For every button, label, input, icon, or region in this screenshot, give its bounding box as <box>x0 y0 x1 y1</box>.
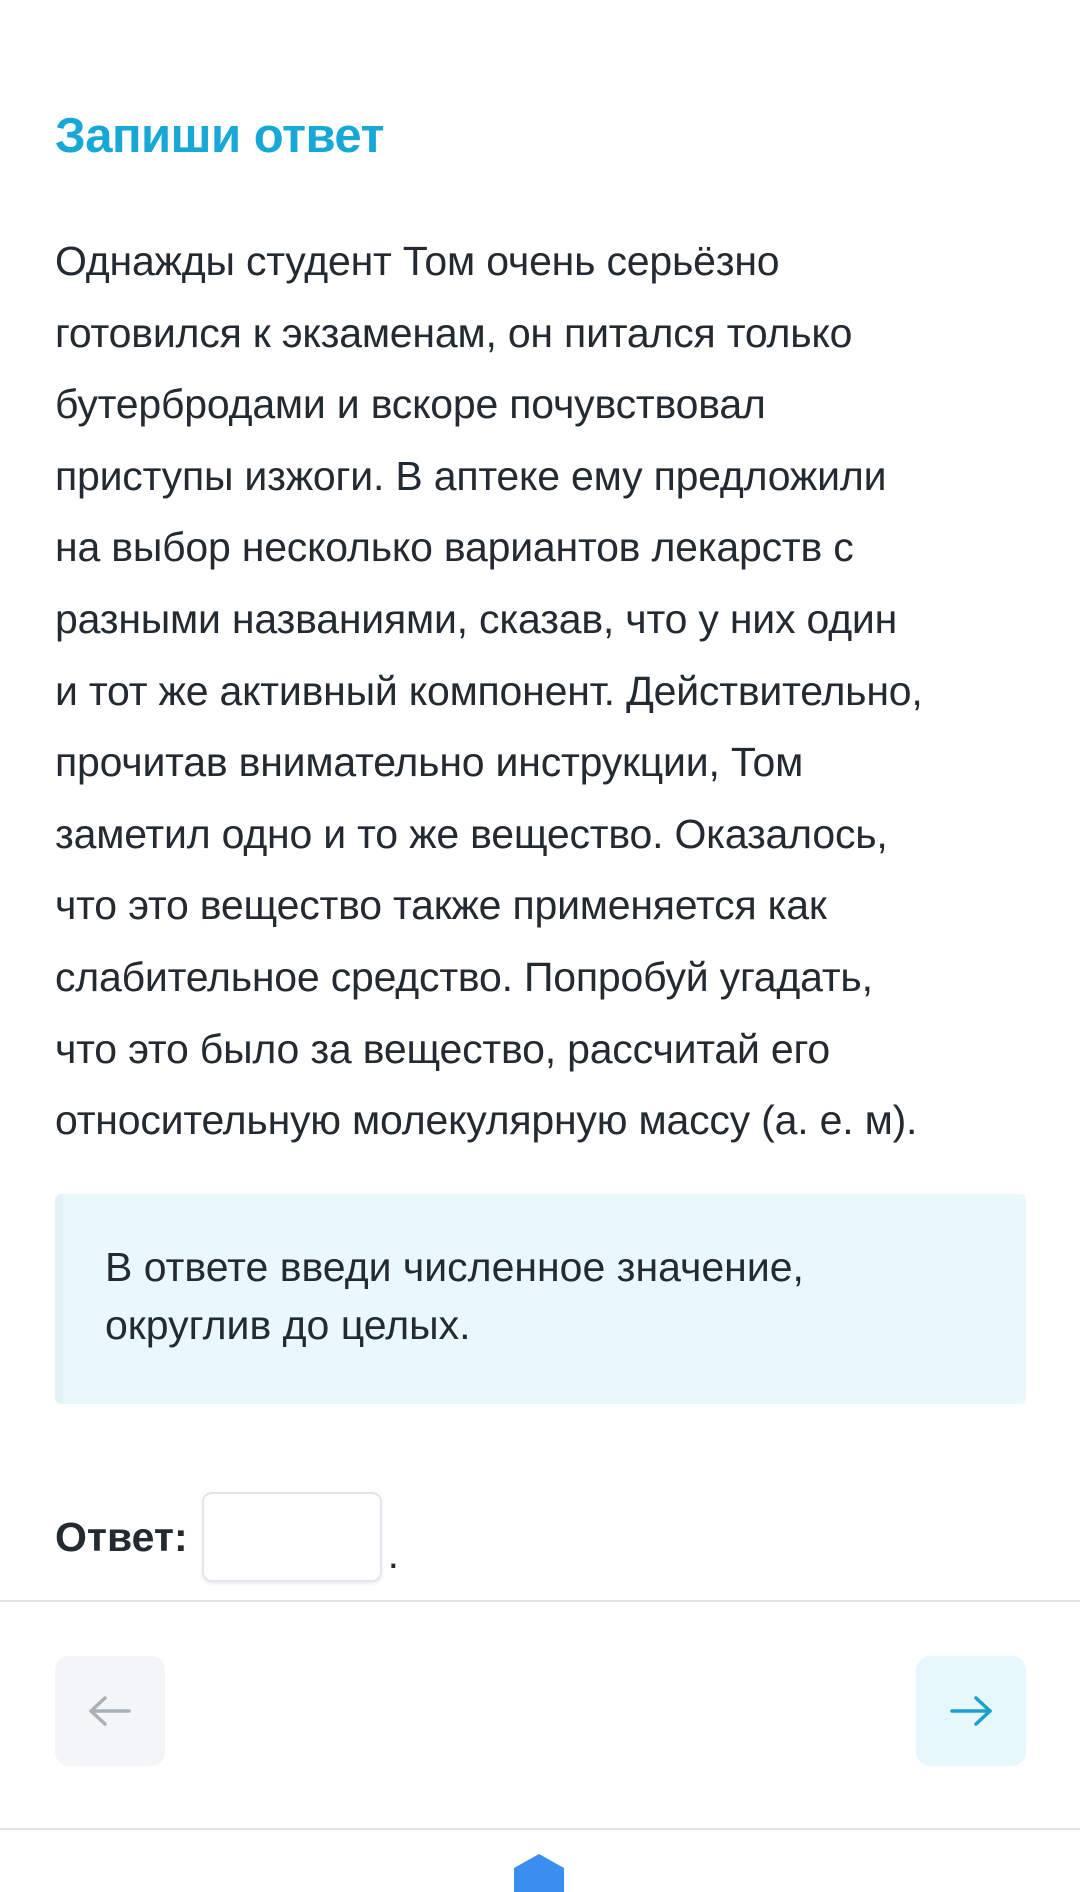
answer-row <box>55 1490 399 1584</box>
page-title: Запиши ответ <box>55 109 385 163</box>
hint-box <box>55 1194 1026 1404</box>
task-text-line: слабительное средство. Попробуй угадать, <box>55 953 873 1000</box>
hint-text-line: округлив до целых. <box>105 1302 471 1348</box>
task-text-line: что это вещество также применяется как <box>55 882 827 929</box>
task-text-line: что это было за вещество, рассчитай его <box>55 1025 830 1072</box>
task-text-line: разными названиями, сказав, что у них один <box>55 595 898 642</box>
logo-icon <box>510 1852 568 1892</box>
hint-text <box>105 1238 976 1354</box>
answer-label: Ответ: <box>55 1513 188 1560</box>
hint-text-line: В ответе введи численное значение, <box>105 1244 804 1290</box>
task-text-line: Однажды студент Том очень серьёзно <box>55 238 780 284</box>
task-text-line: относительную молекулярную массу (а. е. м). <box>55 1097 918 1144</box>
task-text-line: приступы изжоги. В аптеке ему предложили <box>55 452 887 499</box>
arrow-right-icon <box>948 1695 994 1727</box>
arrow-left-icon <box>87 1695 133 1727</box>
answer-suffix: . <box>387 1531 400 1577</box>
task-text-line: и тот же активный компонент. Действительно, <box>55 667 923 714</box>
next-button[interactable] <box>916 1656 1026 1766</box>
answer-input[interactable] <box>202 1492 382 1582</box>
task-text-line: на выбор несколько вариантов лекарств с <box>55 524 854 571</box>
task-text-line: бутербродами и вскоре почувствовал <box>55 381 766 428</box>
task-text-line: заметил одно и то же вещество. Оказалось, <box>55 810 888 857</box>
task-text-line: прочитав внимательно инструкции, Том <box>55 739 804 786</box>
previous-button[interactable] <box>55 1656 165 1766</box>
divider <box>0 1828 1080 1830</box>
task-text <box>55 226 1035 1157</box>
task-text-line: готовился к экзаменам, он питался только <box>55 309 853 356</box>
divider <box>0 1600 1080 1602</box>
